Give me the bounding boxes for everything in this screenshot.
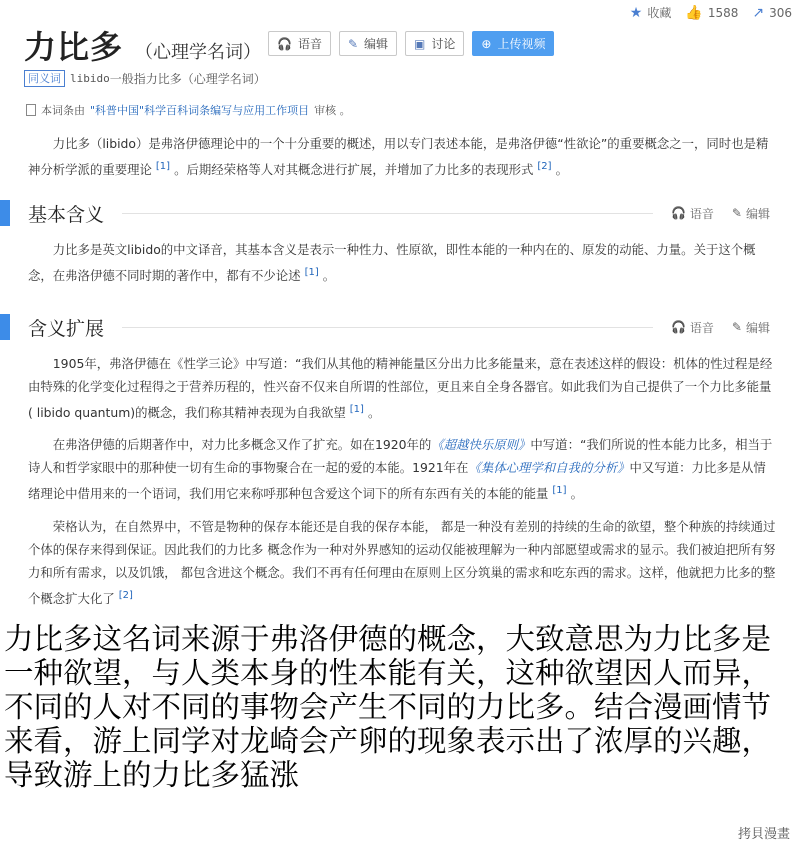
extension-text-2b: 中写道：“我们所说的性本能力比多，相当于诗人和哲学家眼中的那种使一切有生命的事物聚合在一起的爱的本能。1921年在 — [28, 437, 773, 475]
synonym-row — [24, 70, 266, 87]
extension-text-2a: 在弗洛伊德的后期著作中，对力比多概念又作了扩充。如在1920年的 — [52, 437, 432, 452]
page-subtitle: （心理学名词） — [135, 42, 262, 63]
share-button[interactable] — [752, 5, 792, 21]
divider — [122, 327, 653, 328]
reference-link[interactable]: [1] — [552, 485, 567, 496]
star-icon: ★ — [629, 4, 643, 21]
basic-paragraph — [28, 238, 776, 287]
section-voice-label: 语音 — [689, 320, 714, 335]
extension-paragraph-2 — [28, 433, 776, 505]
section-voice-button[interactable] — [671, 205, 714, 222]
synonym-desc: 一般指力比多（心理学名词） — [109, 72, 266, 86]
edit-button[interactable] — [339, 31, 397, 56]
discuss-button[interactable] — [405, 31, 464, 56]
headphones-icon: 🎧 — [670, 320, 686, 334]
comment-icon: ▣ — [414, 36, 426, 51]
review-prefix: 本词条由 — [41, 104, 85, 117]
extension-text-1: 1905年，弗洛伊德在《性学三论》中写道：“我们从其他的精神能量区分出力比多能量来，意在表述这样的假设：机体的性过程是经由特殊的化学变化过程得之于营养历程的，性兴奋不仅来自所谓的性部位，更且来自全身各器官。如此我们为自己提供了一个力比多能量( libido quantum)的概念，我们称其精神表现为自我欲望 — [28, 356, 773, 421]
intro-text-2: 。后期经荣格等人对其概念进行扩展，并增加了力比多的表现形式 — [174, 162, 534, 178]
top-stats-bar — [630, 4, 792, 21]
section-basic-header — [0, 198, 790, 228]
voice-label: 语音 — [297, 37, 322, 51]
share-icon: ↗ — [752, 4, 765, 21]
watermark: 拷貝漫畫 — [737, 827, 790, 842]
section-edit-button[interactable] — [732, 205, 770, 222]
section-voice-label: 语音 — [689, 206, 714, 221]
review-notice — [26, 102, 351, 118]
extension-paragraph-3 — [28, 515, 776, 610]
edit-label: 编辑 — [364, 37, 389, 51]
upload-video-button[interactable] — [472, 31, 554, 56]
extension-end-2: 。 — [570, 486, 583, 502]
document-icon — [26, 104, 36, 116]
caption-text: 力比多这名词来源于弗洛伊德的概念，大致意思为力比多是一种欲望，与人类本身的性本能有关，这种欲望因人而异，不同的人对不同的事物会产生不同的力比多。结合漫画情节来看，游上同学对龙崎会产卵的现象表示出了浓厚的兴趣，导致游上的力比多猛涨 — [4, 622, 772, 792]
intro-text-1: 力比多（libido）是弗洛伊德理论中的一个十分重要的概述，用以专门表述本能，是弗洛伊德“性欲论”的重要概念之一，同时也是精神分析学派的重要理论 — [28, 136, 769, 178]
pencil-icon: ✎ — [731, 206, 742, 220]
synonym-term[interactable]: libido — [70, 72, 110, 85]
basic-text: 力比多是英文libido的中文译音，其基本含义是表示一种性力、性原欲，即性本能的一种内在的、原发的动能、力量。关于这个概念，在弗洛伊德不同时期的著作中，都有不少论述 — [28, 242, 756, 284]
extension-end-1: 。 — [367, 405, 381, 421]
reference-link[interactable]: [1] — [349, 404, 364, 415]
section-extension-header — [0, 312, 790, 342]
headphones-icon: 🎧 — [277, 36, 292, 51]
thumbs-up-icon: 👍 — [685, 4, 703, 21]
section-marker — [0, 200, 10, 226]
extension-paragraph-1 — [28, 352, 776, 424]
plus-circle-icon: ⊕ — [481, 36, 492, 51]
like-button[interactable] — [685, 5, 738, 21]
basic-end: 。 — [322, 268, 336, 284]
favorite-label: 收藏 — [647, 6, 672, 20]
book-link[interactable]: 《超越快乐原则》 — [431, 437, 531, 452]
upload-label: 上传视频 — [497, 37, 546, 51]
reference-link[interactable]: [2] — [537, 161, 552, 172]
section-voice-button[interactable] — [671, 319, 714, 336]
entry-actions — [268, 31, 554, 56]
like-count: 1588 — [707, 5, 739, 20]
extension-text-2c: 中又写道：力比多是从情绪理论中借用来的一个语词，我们用它来称呼那种包含爱这个词下的所有东西有关的本能的能量 — [28, 460, 766, 502]
section-edit-label: 编辑 — [745, 320, 770, 335]
section-marker — [0, 314, 10, 340]
intro-text-3: 。 — [555, 162, 568, 178]
entry-header — [24, 22, 261, 68]
reference-link[interactable]: [1] — [155, 161, 171, 172]
section-edit-button[interactable] — [732, 319, 770, 336]
section-tools — [671, 205, 770, 222]
headphones-icon: 🎧 — [670, 206, 686, 220]
intro-paragraph — [28, 132, 776, 181]
discuss-label: 讨论 — [431, 37, 456, 51]
share-count: 306 — [769, 5, 792, 20]
synonym-tag: 同义词 — [24, 70, 65, 87]
favorite-button[interactable] — [630, 4, 672, 21]
section-edit-label: 编辑 — [745, 206, 770, 221]
voice-button[interactable] — [268, 31, 331, 56]
section-tools — [671, 319, 770, 336]
review-link[interactable]: "科普中国"科学百科词条编写与应用工作项目 — [90, 104, 310, 117]
page-title: 力比多 — [24, 28, 124, 66]
section-heading: 含义扩展 — [28, 317, 105, 340]
pencil-icon: ✎ — [347, 36, 359, 51]
pencil-icon: ✎ — [731, 320, 742, 334]
section-heading: 基本含义 — [28, 203, 105, 226]
reference-link[interactable]: [1] — [304, 267, 319, 278]
reference-link[interactable]: [2] — [118, 590, 133, 601]
review-suffix: 审核 。 — [314, 104, 351, 117]
divider — [122, 213, 653, 214]
book-link[interactable]: 《集体心理学和自我的分析》 — [468, 460, 630, 475]
extension-text-3: 荣格认为，在自然界中，不管是物种的保存本能还是自我的保存本能， 都是一种没有差别的持续的生命的欲望，整个种族的持续通过个体的保存来得到保证。因此我们的力比多 概念作为一种对外界感知的运动仅能被理解为一种内部愿望或需求的显示。我们被迫把所有努力和所有需求，以及饥饿， 都包含进这个概念。我们不再有任何理由在原则上区分筑巢的需求和吃东西的需求。这样，他就把力比多的整个概念扩大化了 — [28, 519, 776, 607]
